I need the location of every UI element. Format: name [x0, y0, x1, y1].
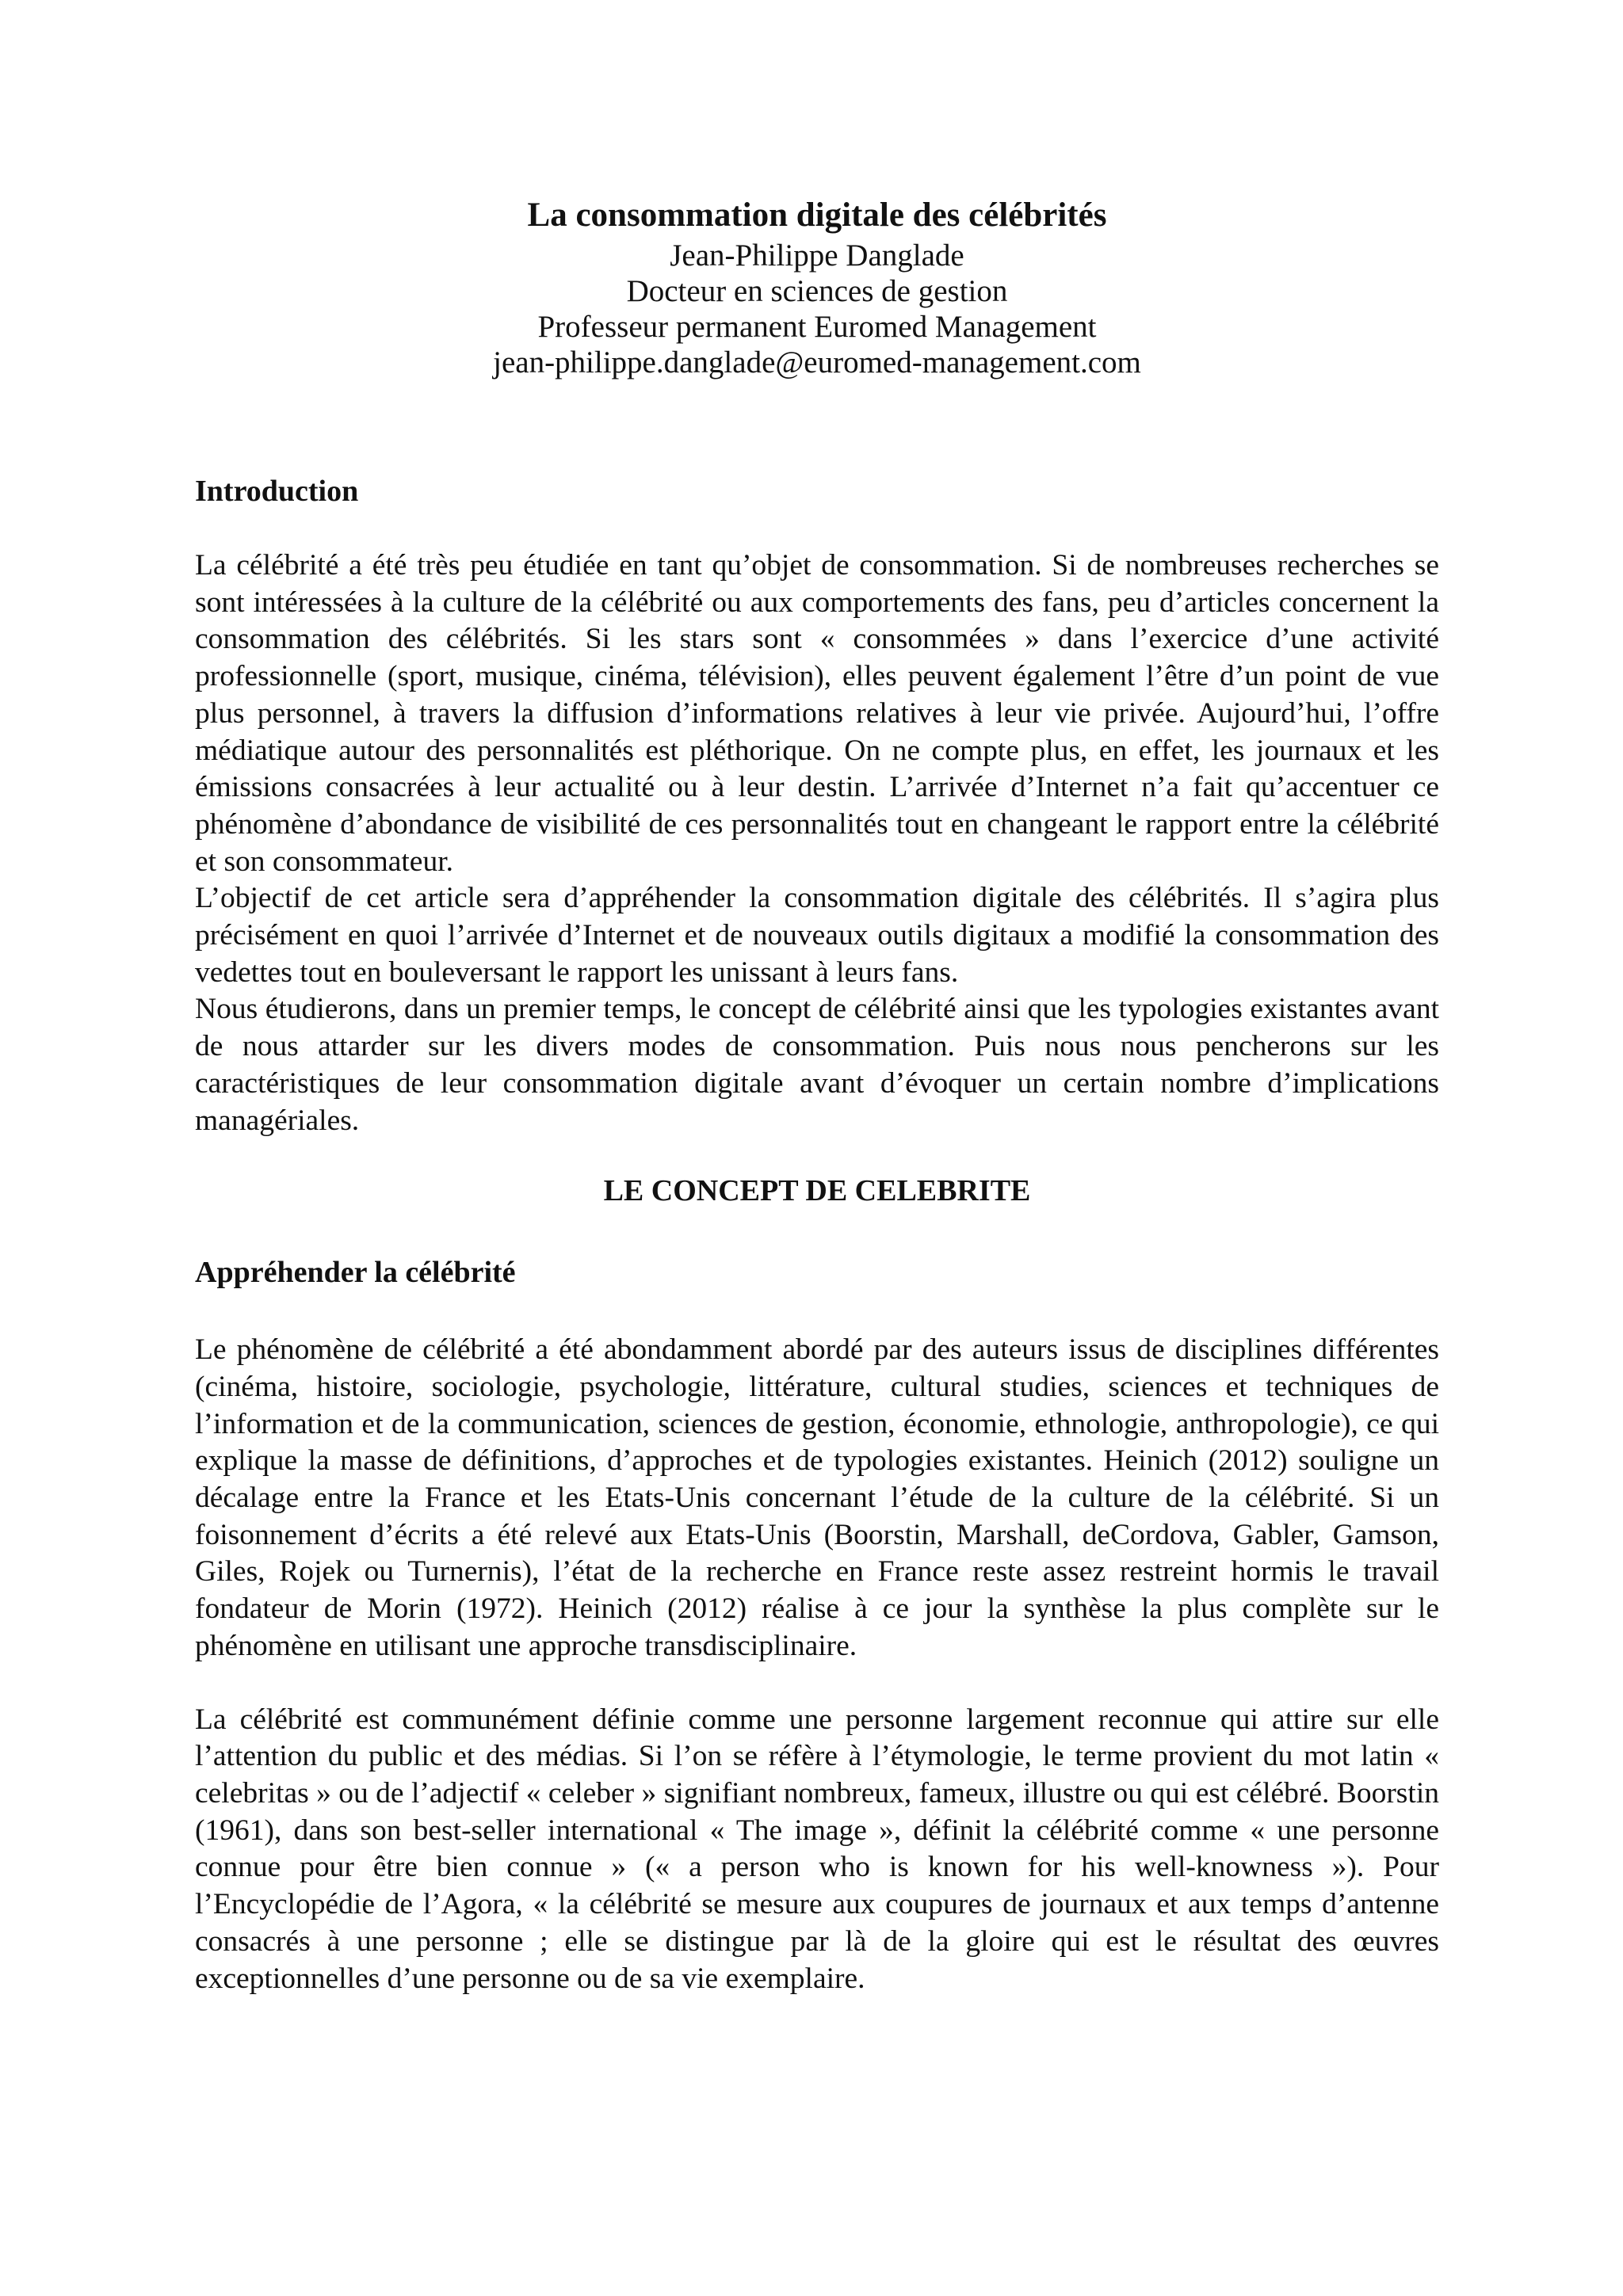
- introduction-paragraph: La célébrité a été très peu étudiée en tant qu’objet de consommation. Si de nombreuses recherches se sont intéressées à la culture de la célébrité ou aux comportements des fans, peu d’articles concernent la consommation des célébrités. Si les stars sont « consommées » dans l’exercice d’une activité professionnelle (sport, musique, cinéma, télévision), elles peuvent également l’être d’un point de vue plus personnel, à travers la diffusion d’informations relatives à leur vie privée. Aujourd’hui, l’offre médiatique autour des personnalités est pléthorique. On ne compte plus, en effet, les journaux et les émissions consacrées à leur actualité ou à leur destin. L’arrivée d’Internet n’a fait qu’accentuer ce phénomène d’abondance de visibilité de ces personnalités tout en changeant le rapport entre la célébrité et son consommateur.: [195, 549, 1439, 878]
- introduction-heading: Introduction: [195, 475, 359, 508]
- document-page: [195, 182, 1439, 1997]
- apprehender-heading: Appréhender la célébrité: [195, 1256, 516, 1290]
- author-position: Professeur permanent Euromed Management: [537, 310, 1097, 344]
- author-degree: Docteur en sciences de gestion: [626, 274, 1008, 308]
- author-name: Jean-Philippe Danglade: [670, 238, 964, 273]
- apprehender-paragraph: Le phénomène de célébrité a été abondamment abordé par des auteurs issus de disciplines différentes (cinéma, histoire, sociologie, psychologie, littérature, cultural studies, sciences et techniques de l’information et de la communication, sciences de gestion, économie, ethnologie, anthropologie), ce qui explique la masse de définitions, d’approches et de typologies existantes. Heinich (2012) souligne un décalage entre la France et les Etats-Unis concernant l’étude de la culture de la célébrité. Si un foisonnement d’écrits a été relevé aux Etats-Unis (Boorstin, Marshall, deCordova, Gabler, Gamson, Giles, Rojek ou Turnernis), l’état de la recherche en France reste assez restreint hormis le travail fondateur de Morin (1972). Heinich (2012) réalise à ce jour la synthèse la plus complète sur le phénomène en utilisant une approche transdisciplinaire.: [195, 1333, 1439, 1662]
- title-block: [195, 195, 1439, 380]
- introduction-paragraph: L’objectif de cet article sera d’appréhender la consommation digitale des célébrités. Il s’agira plus précisément en quoi l’arrivée d’Internet et de nouveaux outils digitaux a modifié la consommation des vedettes tout en bouleversant le rapport les unissant à leurs fans.: [195, 882, 1439, 989]
- apprehender-paragraph: La célébrité est communément définie comme une personne largement reconnue qui attire sur elle l’attention du public et des médias. Si l’on se réfère à l’étymologie, le terme provient du mot latin « celebritas » ou de l’adjectif « celeber » signifiant nombreux, fameux, illustre ou qui est célébré. Boorstin (1961), dans son best-seller international « The image », définit la célébrité comme « une personne connue pour être bien connue » (« a person who is known for his well-knowness »). Pour l’Encyclopédie de l’Agora, « la célébrité se mesure aux coupures de journaux et aux temps d’antenne consacrés à une personne ; elle se distingue par là de la gloire qui est le résultat des œuvres exceptionnelles d’une personne ou de sa vie exemplaire.: [195, 1703, 1439, 1995]
- paper-title: La consommation digitale des célébrités: [527, 196, 1107, 234]
- introduction-paragraph: Nous étudierons, dans un premier temps, le concept de célébrité ainsi que les typologies existantes avant de nous attarder sur les divers modes de consommation. Puis nous nous pencherons sur les caractéristiques de leur consommation digitale avant d’évoquer un certain nombre d’implications managériales.: [195, 993, 1439, 1137]
- concept-section-heading: LE CONCEPT DE CELEBRITE: [603, 1174, 1031, 1208]
- author-email: jean-philippe.danglade@euromed-management.com: [493, 345, 1141, 379]
